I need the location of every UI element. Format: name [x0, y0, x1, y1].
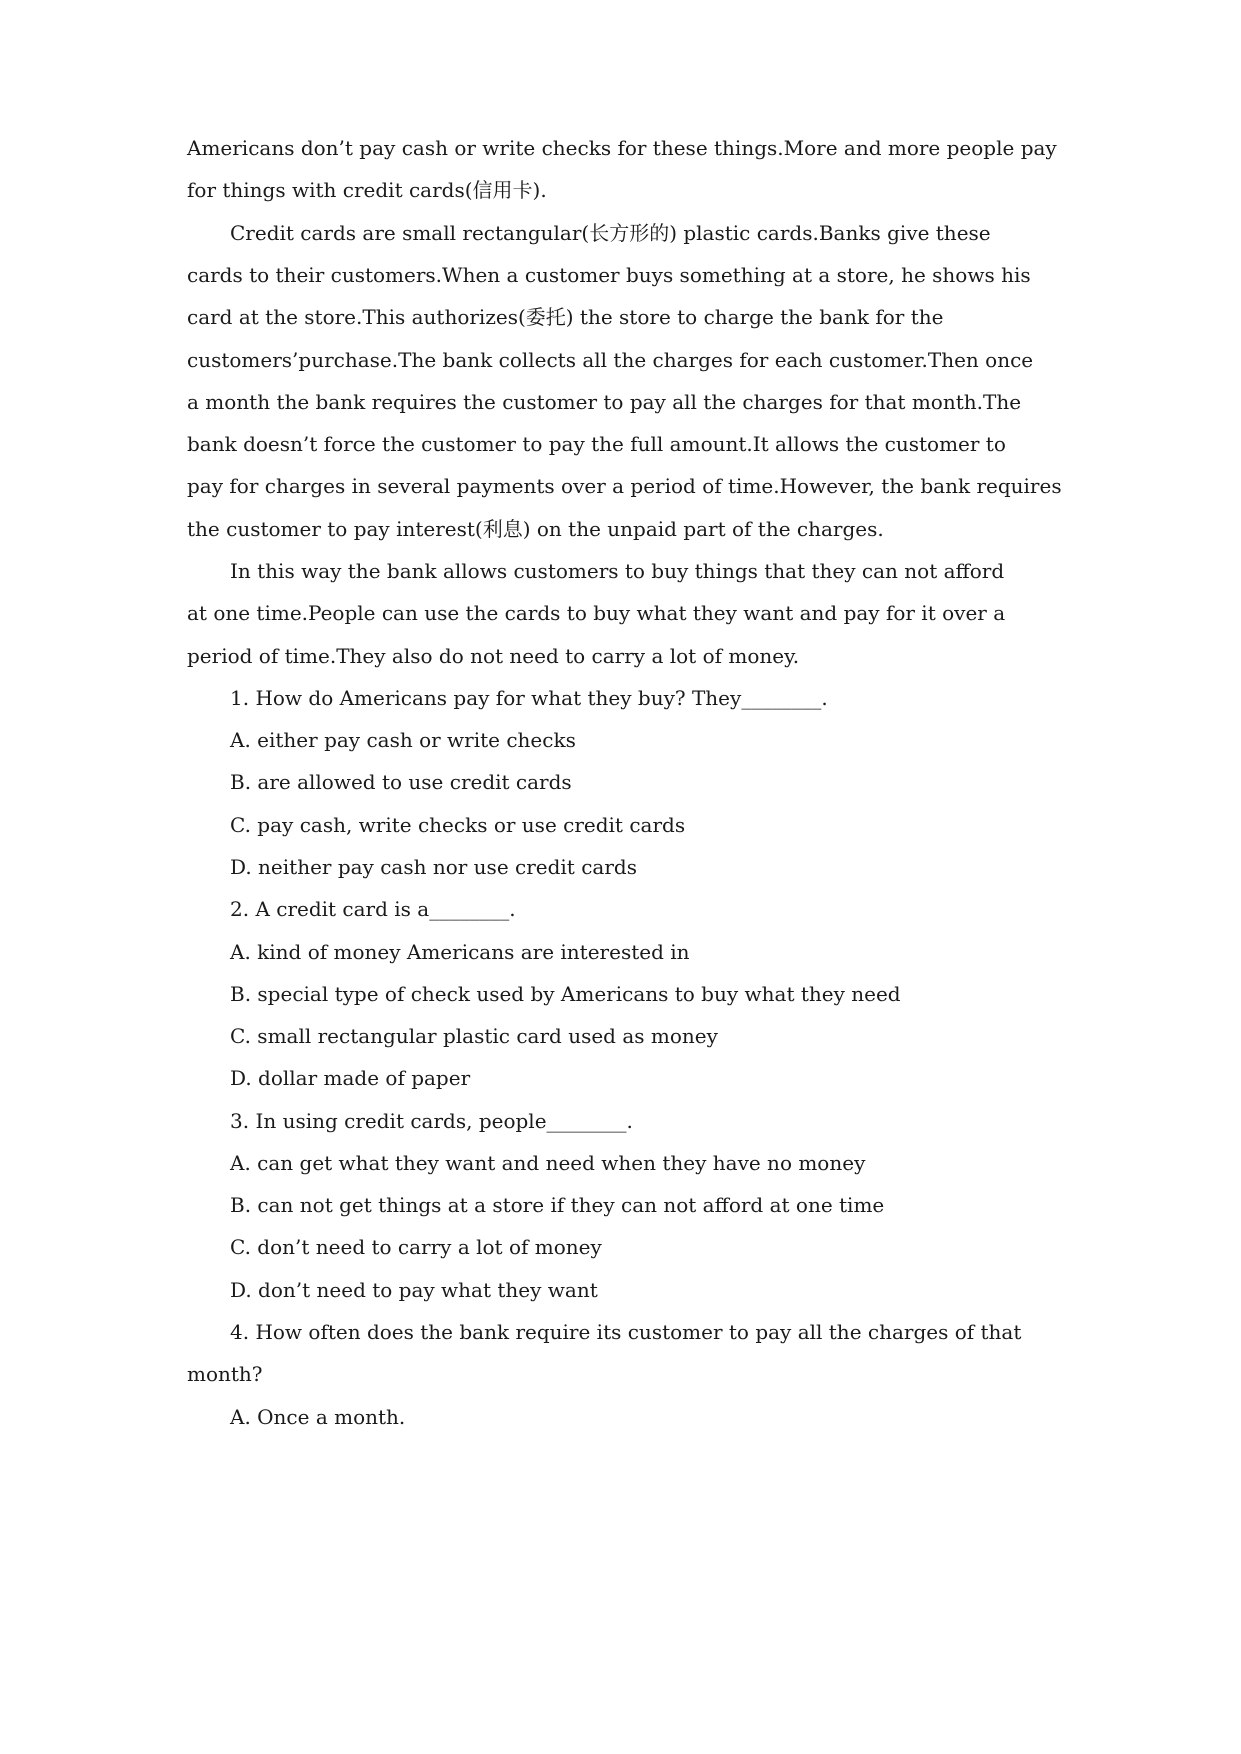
- answer-option: B. are allowed to use credit cards: [230, 770, 572, 794]
- passage-line: cards to their customers.When a customer buys something at a store, he shows his: [187, 263, 1031, 287]
- question-stem: 4. How often does the bank require its customer to pay all the charges of that: [230, 1320, 1022, 1344]
- answer-option: C. don’t need to carry a lot of money: [230, 1235, 602, 1259]
- question-stem: 1. How do Americans pay for what they buy? They________.: [230, 686, 828, 710]
- passage-line: In this way the bank allows customers to buy things that they can not afford: [230, 559, 1005, 583]
- answer-option: A. either pay cash or write checks: [230, 728, 576, 752]
- passage-line: period of time.They also do not need to carry a lot of money.: [187, 644, 800, 668]
- question-stem: 2. A credit card is a________.: [230, 897, 516, 921]
- passage-line: card at the store.This authorizes(委托) the store to charge the bank for the: [187, 305, 944, 329]
- passage-line: a month the bank requires the customer to pay all the charges for that month.The: [187, 390, 1022, 414]
- passage-line: bank doesn’t force the customer to pay the full amount.It allows the customer to: [187, 432, 1006, 456]
- answer-option: B. special type of check used by Americans to buy what they need: [230, 982, 901, 1006]
- passage-line: Americans don’t pay cash or write checks for these things.More and more people pay: [187, 136, 1057, 160]
- answer-option: B. can not get things at a store if they can not afford at one time: [230, 1193, 885, 1217]
- passage-line: at one time.People can use the cards to buy what they want and pay for it over a: [187, 601, 1006, 625]
- passage-line: customers’purchase.The bank collects all the charges for each customer.Then once: [187, 348, 1034, 372]
- answer-option: C. small rectangular plastic card used as money: [230, 1024, 718, 1048]
- passage-line: the customer to pay interest(利息) on the unpaid part of the charges.: [187, 517, 884, 541]
- question-stem: 3. In using credit cards, people________.: [230, 1109, 633, 1133]
- answer-option: C. pay cash, write checks or use credit cards: [230, 813, 686, 837]
- answer-option: A. can get what they want and need when they have no money: [230, 1151, 866, 1175]
- answer-option: A. Once a month.: [230, 1405, 406, 1429]
- answer-option: D. neither pay cash nor use credit cards: [230, 855, 637, 879]
- passage-line: for things with credit cards(信用卡).: [187, 178, 547, 202]
- answer-option: D. dollar made of paper: [230, 1066, 471, 1090]
- passage-line: pay for charges in several payments over a period of time.However, the bank requires: [187, 474, 1062, 498]
- question-stem-continued: month?: [187, 1362, 263, 1386]
- answer-option: A. kind of money Americans are interested in: [230, 940, 690, 964]
- passage-line: Credit cards are small rectangular(长方形的) plastic cards.Banks give these: [230, 221, 991, 245]
- answer-option: D. don’t need to pay what they want: [230, 1278, 598, 1302]
